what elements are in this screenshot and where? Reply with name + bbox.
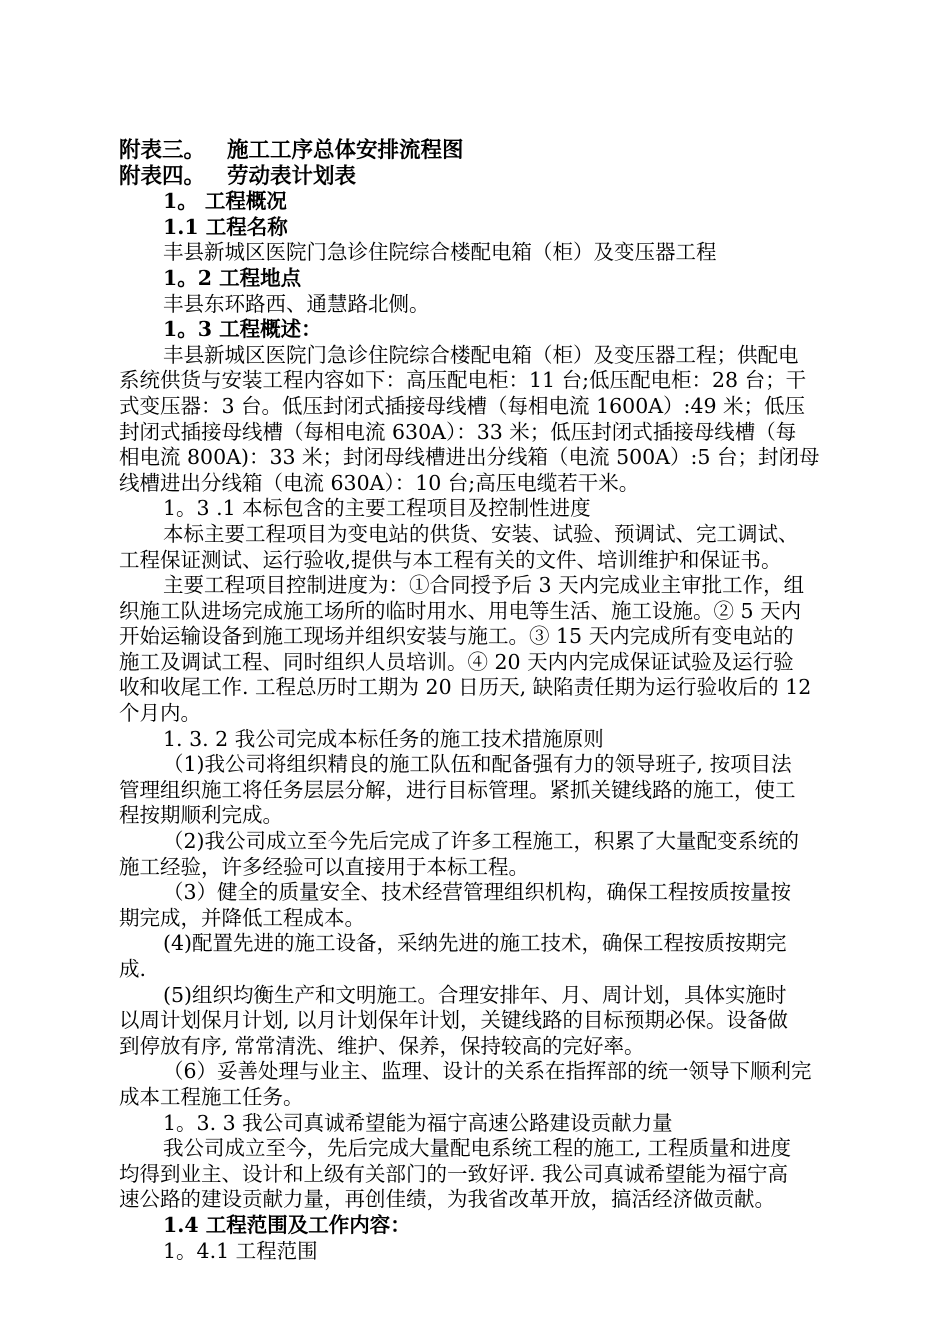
section-1-3-1-heading: 1。3 .1 本标包含的主要工程项目及控制性进度 — [163, 496, 591, 521]
paragraph-line: （1)我公司将组织精良的施工队伍和配备强有力的领导班子, 按项目法 — [163, 752, 792, 777]
section-1-3-2-heading: 1. 3. 2 我公司完成本标任务的施工技术措施原则 — [163, 726, 604, 751]
section-1-heading: 1。 工程概况 — [163, 189, 287, 214]
appendix-4-title: 劳动表计划表 — [227, 163, 357, 189]
document-body — [119, 138, 859, 1264]
paragraph-line: 成. — [119, 957, 147, 981]
paragraph-line: （6）妥善处理与业主、监理、设计的关系在指挥部的统一领导下顺利完 — [163, 1059, 812, 1084]
paragraph-line: (5)组织均衡生产和文明施工。合理安排年、月、周计划，具体实施时 — [163, 982, 787, 1007]
section-1-1-heading: 1.1 工程名称 — [163, 214, 288, 239]
paragraph-line: 线槽进出分线箱（电流 630A）：10 台;高压电缆若干米。 — [119, 470, 640, 495]
hope-paragraph — [119, 1136, 859, 1213]
section-1-2-heading: 1。2 工程地点 — [163, 265, 302, 290]
principle-1 — [119, 752, 859, 829]
project-name-text: 丰县新城区医院门急诊住院综合楼配电箱（柜）及变压器工程 — [163, 240, 717, 265]
paragraph-line: 封闭式插接母线槽（每相电流 630A）：33 米；低压封闭式插接母线槽（每 — [119, 419, 797, 444]
principle-4 — [119, 931, 859, 982]
paragraph-line: 到停放有序, 常常清洗、维护、保养，保持较高的完好率。 — [119, 1033, 645, 1058]
section-1-3-3-heading: 1。3. 3 我公司真诚希望能为福宁高速公路建设贡献力量 — [163, 1110, 673, 1135]
paragraph-line: 成本工程施工任务。 — [119, 1084, 304, 1109]
paragraph-line: 相电流 800A)：33 米；封闭母线槽进出分线箱（电流 500A）:5 台；封闭母 — [119, 445, 820, 470]
paragraph-line: 施工经验，许多经验可以直接用于本标工程。 — [119, 854, 529, 879]
paragraph-line: （3）健全的质量安全、技术经营管理组织机构，确保工程按质按量按 — [163, 880, 792, 905]
paragraph-line: 系统供货与安装工程内容如下：高压配电柜：11 台;低压配电柜：28 台；干 — [119, 368, 807, 393]
paragraph-line: 速公路的建设贡献力量，再创佳绩，为我省改革开放，搞活经济做贡献。 — [119, 1187, 775, 1212]
section-1-3-heading: 1。3 工程概述： — [163, 317, 322, 342]
paragraph-line: 收和收尾工作. 工程总历时工期为 20 日历天, 缺陷责任期为运行验收后的 12 — [119, 675, 812, 700]
paragraph-line: （2)我公司成立至今先后完成了许多工程施工，积累了大量配变系统的 — [163, 829, 800, 854]
appendix-3-line — [119, 138, 859, 164]
appendix-3-title: 施工工序总体安排流程图 — [227, 138, 464, 163]
appendix-3-label: 附表三。 — [119, 138, 206, 163]
paragraph-line: 丰县新城区医院门急诊住院综合楼配电箱（柜）及变压器工程；供配电 — [163, 342, 799, 367]
principle-3 — [119, 880, 859, 931]
paragraph-line: 式变压器：3 台。低压封闭式插接母线槽（每相电流 1600A）:49 米；低压 — [119, 393, 806, 418]
paragraph-line: 以周计划保月计划, 以月计划保年计划，关键线路的目标预期必保。设备做 — [119, 1008, 789, 1033]
project-location-text: 丰县东环路西、通慧路北侧。 — [163, 291, 430, 316]
appendix-4-label: 附表四。 — [119, 163, 206, 189]
principle-6 — [119, 1059, 859, 1110]
appendix-4-line — [119, 164, 859, 190]
main-items-paragraph — [119, 522, 859, 573]
paragraph-line: 工程保证测试、运行验收,提供与本工程有关的文件、培训维护和保证书。 — [119, 547, 782, 572]
section-1-4-1-heading: 1。4.1 工程范围 — [163, 1238, 318, 1263]
principle-2 — [119, 829, 859, 880]
paragraph-line: 本标主要工程项目为变电站的供货、安装、试验、预调试、完工调试、 — [163, 521, 799, 546]
overview-paragraph — [119, 343, 859, 497]
paragraph-line: 程按期顺利完成。 — [119, 803, 283, 828]
paragraph-line: 均得到业主、设计和上级有关部门的一致好评. 我公司真诚希望能为福宁高 — [119, 1161, 789, 1186]
paragraph-line: 主要工程项目控制进度为：①合同授予后 3 天内完成业主审批工作，组 — [163, 573, 805, 598]
paragraph-line: (4)配置先进的施工设备，采纳先进的施工技术，确保工程按质按期完 — [163, 931, 787, 956]
schedule-paragraph — [119, 573, 859, 727]
section-1-4-heading: 1.4 工程范围及工作内容： — [163, 1212, 411, 1237]
paragraph-line: 期完成，并降低工程成本。 — [119, 905, 365, 930]
paragraph-line: 我公司成立至今，先后完成大量配电系统工程的施工, 工程质量和进度 — [163, 1136, 792, 1161]
paragraph-line: 织施工队进场完成施工场所的临时用水、用电等生活、施工设施。② 5 天内 — [119, 598, 802, 623]
paragraph-line: 施工及调试工程、同时组织人员培训。④ 20 天内内完成保证试验及运行验 — [119, 649, 794, 674]
paragraph-line: 个月内。 — [119, 701, 201, 726]
paragraph-line: 开始运输设备到施工现场并组织安装与施工。③ 15 天内完成所有变电站的 — [119, 624, 794, 649]
principle-5 — [119, 983, 859, 1060]
paragraph-line: 管理组织施工将任务层层分解，进行目标管理。紧抓关键线路的施工，使工 — [119, 777, 796, 802]
